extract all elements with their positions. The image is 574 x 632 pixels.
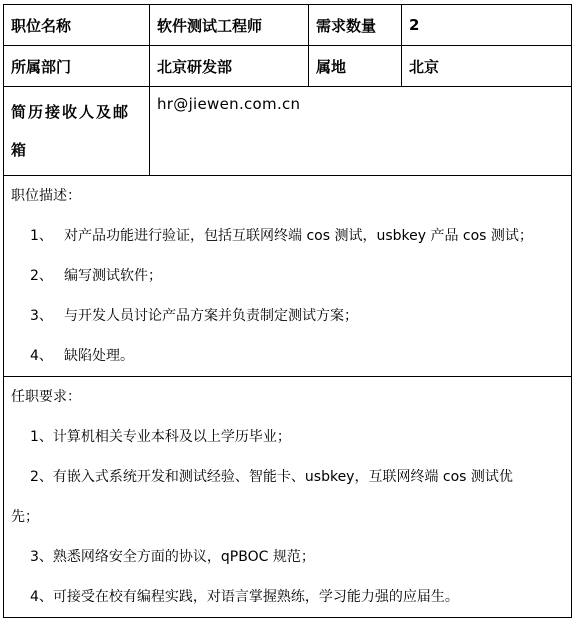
description-item xyxy=(4,216,571,256)
requirement-item-line2: 先； xyxy=(11,509,39,525)
description-item-text: 编写测试软件； xyxy=(64,268,162,284)
job-posting-table xyxy=(3,4,572,618)
description-item xyxy=(4,256,571,296)
department-value: 北京研发部 xyxy=(150,46,309,87)
description-item xyxy=(4,296,571,336)
headcount-label: 需求数量 xyxy=(309,5,402,46)
department-label: 所属部门 xyxy=(4,46,150,87)
email-label-line2: 箱 xyxy=(11,141,29,159)
email-value: hr@jiewen.com.cn xyxy=(150,87,572,176)
department-row xyxy=(4,46,572,87)
location-value: 北京 xyxy=(402,46,572,87)
description-row xyxy=(4,176,572,377)
description-item-text: 与开发人员讨论产品方案并负责制定测试方案； xyxy=(64,308,358,324)
email-row xyxy=(4,87,572,176)
position-label: 职位名称 xyxy=(4,5,150,46)
email-label xyxy=(4,87,150,176)
description-section xyxy=(4,176,572,377)
description-heading: 职位描述： xyxy=(11,188,81,204)
position-value: 软件测试工程师 xyxy=(150,5,309,46)
headcount-value: 2 xyxy=(402,5,572,46)
description-item-number: 1、 xyxy=(30,228,53,244)
description-item-text: 缺陷处理。 xyxy=(64,348,134,364)
requirements-section xyxy=(4,377,572,618)
requirements-row xyxy=(4,377,572,618)
requirement-item: 3、熟悉网络安全方面的协议，qPBOC 规范； xyxy=(30,549,315,565)
description-item xyxy=(4,336,571,376)
description-item-text: 对产品功能进行验证，包括互联网终端 cos 测试，usbkey 产品 cos 测试； xyxy=(64,228,533,244)
position-row xyxy=(4,5,572,46)
requirement-item: 4、可接受在校有编程实践，对语言掌握熟练，学习能力强的应届生。 xyxy=(30,589,459,605)
requirement-item-line1: 2、有嵌入式系统开发和测试经验、智能卡、usbkey，互联网终端 cos 测试优 xyxy=(30,469,513,485)
requirements-heading: 任职要求： xyxy=(11,389,81,405)
location-label: 属地 xyxy=(309,46,402,87)
description-item-number: 3、 xyxy=(30,308,53,324)
description-item-number: 2、 xyxy=(30,268,53,284)
description-item-number: 4、 xyxy=(30,348,53,364)
email-label-line1: 简历接收人及邮 xyxy=(11,103,131,121)
requirement-item: 1、计算机相关专业本科及以上学历毕业； xyxy=(30,429,291,445)
requirement-item xyxy=(4,457,571,537)
